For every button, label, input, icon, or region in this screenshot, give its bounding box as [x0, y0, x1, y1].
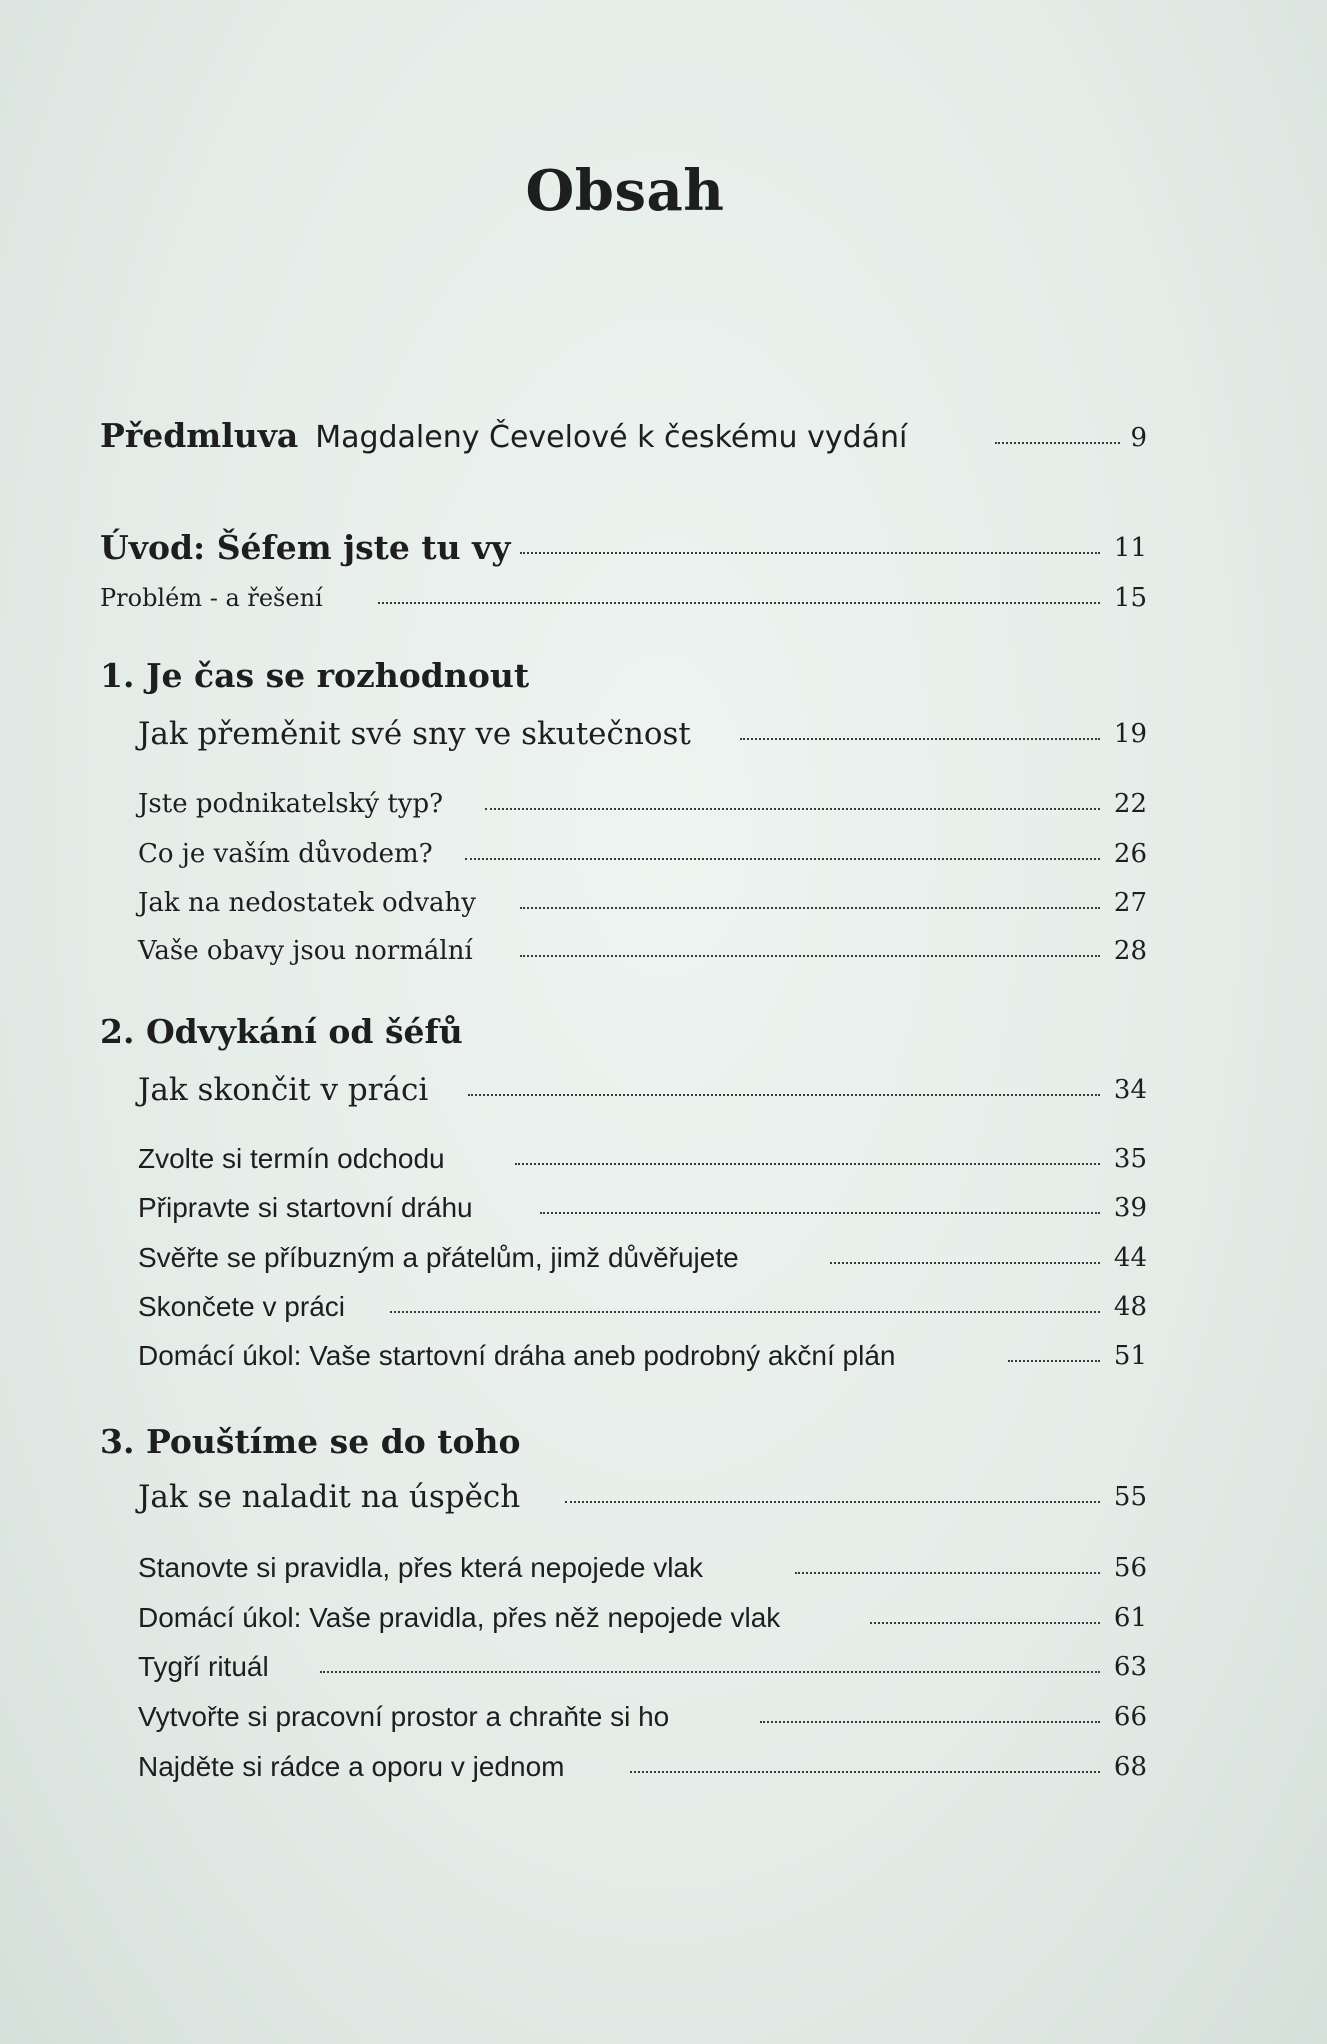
toc-entry-label: Co je vaším důvodem? — [138, 839, 433, 869]
toc-entry — [0, 877, 1327, 921]
page-number: 22 — [1113, 789, 1147, 819]
toc-entry-label: Jak přeměnit své sny ve skutečnost — [138, 716, 691, 752]
toc-entry-label: Jste podnikatelský typ? — [138, 789, 444, 819]
page-number: 66 — [1113, 1702, 1147, 1732]
chapter-1-subtitle — [0, 708, 1327, 752]
toc-entry — [0, 1592, 1327, 1636]
toc-entry — [0, 778, 1327, 822]
leader-dots — [760, 1721, 1100, 1723]
page-number: 44 — [1113, 1243, 1147, 1273]
leader-dots — [390, 1311, 1100, 1313]
chapter-1-heading: 1. Je čas se rozhodnout — [100, 656, 530, 695]
page-number: 61 — [1113, 1603, 1147, 1633]
chapter-3-heading: 3. Pouštíme se do toho — [100, 1422, 521, 1461]
toc-entry — [0, 925, 1327, 969]
leader-dots — [795, 1572, 1100, 1574]
leader-dots — [378, 602, 1100, 604]
toc-entry-label: Svěřte se příbuzným a přátelům, jimž důvěřujete — [138, 1242, 739, 1273]
leader-dots — [565, 1501, 1100, 1503]
page-number: 55 — [1113, 1482, 1147, 1512]
page-number: 48 — [1113, 1292, 1147, 1322]
page-number: 39 — [1113, 1193, 1147, 1223]
page-number: 28 — [1113, 936, 1147, 966]
leader-dots — [740, 738, 1100, 740]
toc-entry-label: Problém - a řešení — [100, 584, 323, 612]
toc-entry-label: Najděte si rádce a oporu v jednom — [138, 1751, 565, 1782]
toc-entry-label: Vytvořte si pracovní prostor a chraňte si ho — [138, 1701, 670, 1732]
toc-entry — [0, 1281, 1327, 1325]
leader-dots — [320, 1671, 1100, 1673]
toc-entry-label: Připravte si startovní dráhu — [138, 1192, 473, 1223]
toc-entry — [0, 1691, 1327, 1735]
leader-dots — [630, 1771, 1100, 1773]
page-number: 26 — [1113, 839, 1147, 869]
leader-dots — [870, 1622, 1100, 1624]
leader-dots — [465, 858, 1100, 860]
page-number: 19 — [1113, 719, 1147, 749]
toc-entry-label: Tygří rituál — [138, 1651, 269, 1682]
toc-entry-label: Domácí úkol: Vaše pravidla, přes něž nepojede vlak — [138, 1602, 781, 1633]
page-number: 56 — [1113, 1553, 1147, 1583]
toc-entry-label: Domácí úkol: Vaše startovní dráha aneb podrobný akční plán — [138, 1340, 896, 1371]
leader-dots — [468, 1094, 1100, 1096]
page-number: 51 — [1113, 1341, 1147, 1371]
toc-entry-preface — [0, 412, 1327, 456]
page-number: 34 — [1113, 1075, 1147, 1105]
toc-entry-label: Vaše obavy jsou normální — [138, 936, 473, 966]
toc-entry-label: Jak skončit v práci — [138, 1072, 429, 1108]
page-number: 15 — [1113, 583, 1147, 613]
toc-entry-label: Zvolte si termín odchodu — [138, 1143, 445, 1174]
leader-dots — [520, 552, 1100, 554]
page-number: 27 — [1113, 888, 1147, 918]
page-number: 11 — [1113, 533, 1147, 563]
leader-dots — [515, 1163, 1100, 1165]
toc-entry — [0, 1542, 1327, 1586]
toc-entry — [0, 828, 1327, 872]
chapter-3-subtitle — [0, 1471, 1327, 1515]
toc-entry-intro-sub — [0, 572, 1327, 616]
toc-entry — [0, 1741, 1327, 1785]
page-number: 68 — [1113, 1752, 1147, 1782]
leader-dots — [520, 907, 1100, 909]
toc-entry — [0, 1182, 1327, 1226]
toc-entry — [0, 1133, 1327, 1177]
toc-entry-label — [100, 418, 907, 456]
chapter-2-subtitle — [0, 1064, 1327, 1108]
page-number: 9 — [1130, 423, 1147, 453]
page-number: 63 — [1113, 1652, 1147, 1682]
toc-entry-intro — [0, 522, 1327, 566]
leader-dots — [830, 1262, 1100, 1264]
leader-dots — [485, 808, 1100, 810]
leader-dots — [520, 955, 1100, 957]
page-number: 35 — [1113, 1144, 1147, 1174]
chapter-2-heading: 2. Odvykání od šéfů — [100, 1012, 463, 1051]
toc-entry-label: Úvod: Šéfem jste tu vy — [100, 528, 511, 567]
preface-rest: Magdaleny Čevelové k českému vydání — [315, 420, 908, 455]
toc-entry-label: Jak na nedostatek odvahy — [138, 888, 476, 918]
toc-entry-label: Stanovte si pravidla, přes která nepojede vlak — [138, 1552, 703, 1583]
toc-entry — [0, 1330, 1327, 1374]
preface-bold: Předmluva — [100, 416, 299, 455]
toc-entry-label: Skončete v práci — [138, 1291, 345, 1322]
toc-entry — [0, 1232, 1327, 1276]
page-title: Obsah — [525, 158, 725, 224]
toc-entry-label: Jak se naladit na úspěch — [138, 1479, 521, 1515]
toc-entry — [0, 1641, 1327, 1685]
leader-dots — [540, 1212, 1100, 1214]
